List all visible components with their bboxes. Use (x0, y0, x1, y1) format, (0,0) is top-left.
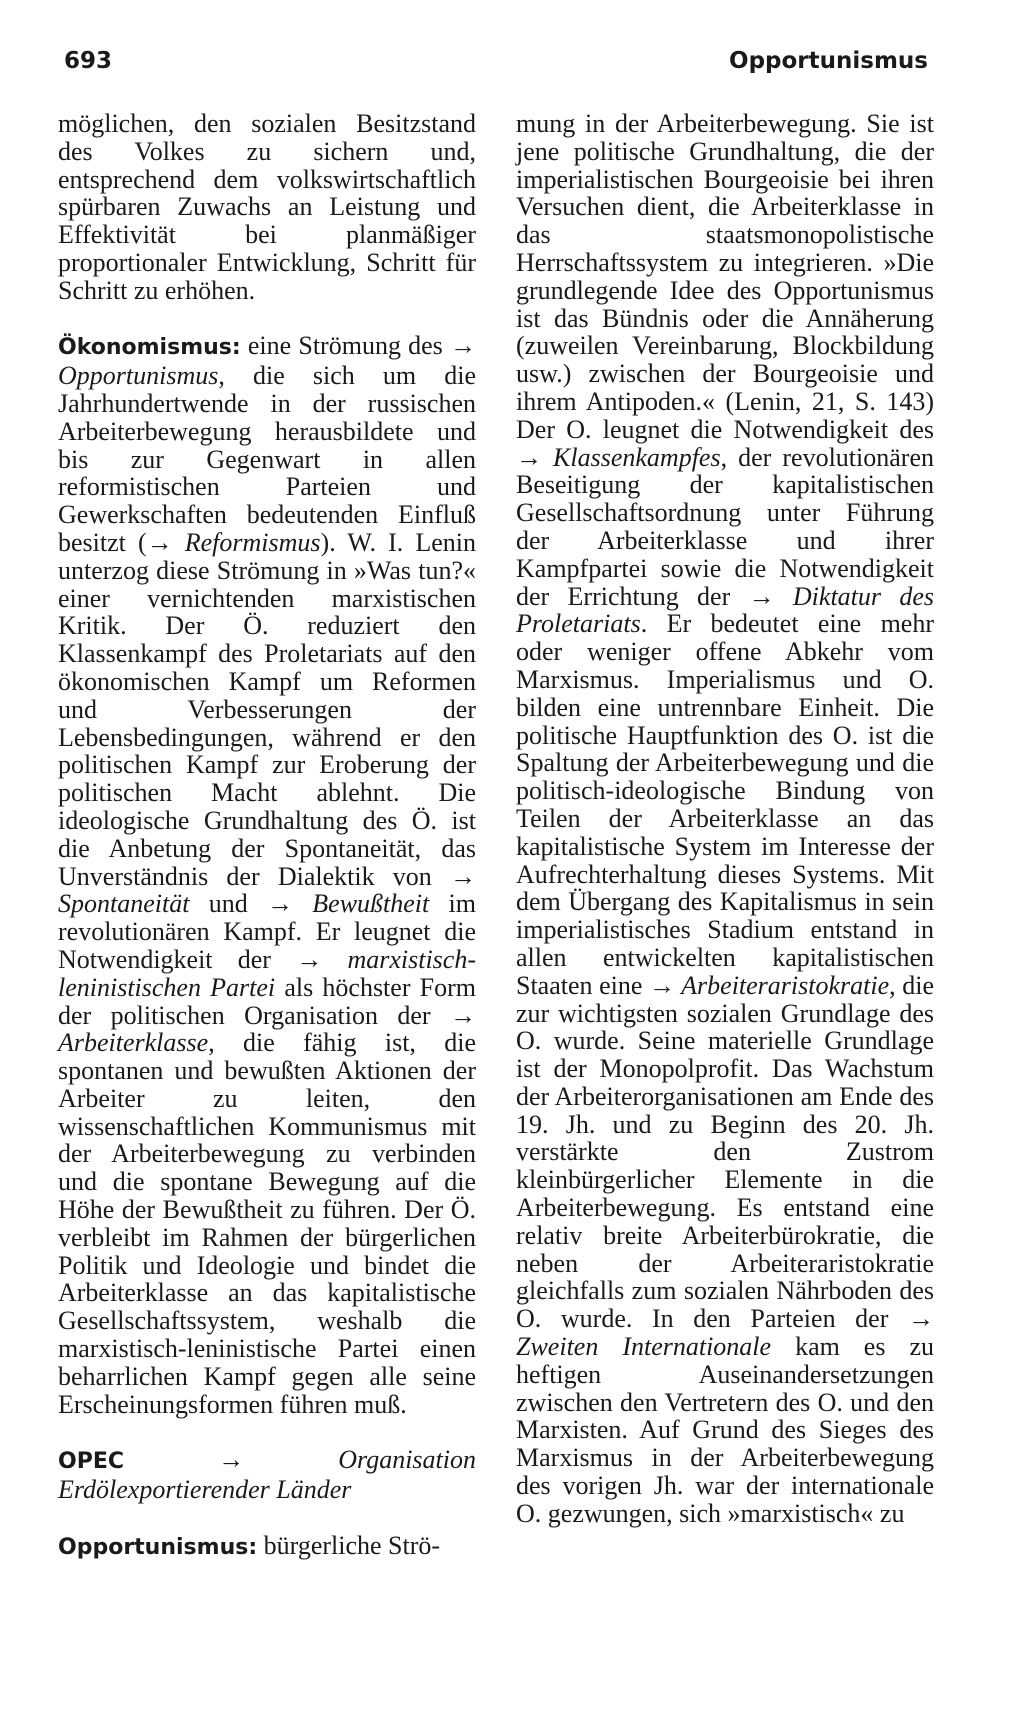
entry-text: , die zur wichtigsten sozialen Grundlage des O. wurde. Seine materielle Grundlage ist der Monopolprofit. Das Wachstum der Arbeiterorganisationen am Ende des 19. Jh. und zu Beginn des 20. Jh. verstärkte den Zustrom kleinbürgerlicher Elemente in die Arbeiterbewegung. Es entstand eine relativ breite Arbeiterbürokratie, die neben der Arbeiteraristokratie gleichfalls zum sozialen Nährboden des O. wurde. In den Parteien der (516, 970, 934, 1334)
entry-text: ). W. I. Lenin unterzog diese Strömung in »Was tun?« einer vernichtenden marxistischen Kritik. Der Ö. reduziert den Klassenkampf des Proletariats auf den ökonomischen Kampf um Reformen und Verbesserungen der Lebensbedingungen, während er den politischen Kampf zur Eroberung der politischen Macht ablehnt. Die ideologische Grundhaltung des Ö. ist die Anbetung der Spontaneität, das Unverständnis der Dialektik von (58, 527, 476, 891)
page-header (0, 48, 1024, 88)
entry-text: , die sich um die Jahrhundertwende in der russischen Arbeiterbewegung herausbildete und bis zur Gegenwart in allen reformistischen Parteien und Gewerkschaften bedeutenden Einfluß besitzt ( (58, 361, 476, 557)
cross-reference-organisation[interactable]: → Organisation Erdölexportierender Länder (58, 1445, 476, 1505)
entry-term: Ökonomismus: (58, 335, 241, 361)
entry-text: kam es zu heftigen Auseinandersetzungen zwischen den Vertretern des O. und den Marxisten. Auf Grund des Sieges des Marxismus in der Arbeiterbewegung des vorigen Jh. war der internationale O. gezwungen, sich »marxistisch« zu (516, 1332, 934, 1528)
page-number: 693 (64, 48, 113, 74)
entry-text: mung in der Arbeiterbewegung. Sie ist jene politische Grundhaltung, die der imperialistischen Bourgeoisie bei ihren Versuchen dient, die Arbeiterklasse in das staatsmonopolistische Herrschaftssystem zu integrieren. »Die grundlegende Idee des Opportunismus ist das Bündnis oder die Annäherung (zuweilen Vereinbarung, Blockbildung usw.) zwischen der Bourgeoisie und ihrem Antipoden.« (Lenin, 21, S. 143) Der O. leugnet die Notwendigkeit des (516, 109, 934, 444)
entry-opportunismus-continued (516, 110, 934, 1528)
left-column (58, 110, 476, 1561)
entry-term: Opportunismus: (58, 1534, 258, 1560)
entry-opec (58, 1446, 476, 1504)
entry-text: , der revolutionären Beseitigung der kapitalistischen Gesellschaftsordnung unter Führung der Arbeiterklasse und ihrer Kampfpartei sowie die Notwendigkeit der Errichtung der (516, 442, 934, 611)
cross-reference-diktatur[interactable]: → Diktatur des Proletariats (516, 581, 934, 639)
entry-text: . Er bedeutet eine mehr oder weniger offene Abkehr vom Marxismus. Imperialismus und O. bilden eine untrennbare Einheit. Die politische Hauptfunktion des O. ist die Spaltung der Arbeiterbewegung und die politisch-ideologische Bindung von Teilen der Arbeiterklasse an das kapitalistische System im Interesse der Aufrechterhaltung dieses Systems. Mit dem Übergang des Kapitalismus in sein imperialistisches Stadium entstand in allen entwickelten kapitalistischen Staaten eine (516, 609, 934, 1000)
cross-reference-opportunismus[interactable]: → Opportunismus (58, 331, 476, 391)
cross-reference-arbeiterklasse[interactable]: → Arbeiterklasse (58, 1000, 476, 1058)
cross-reference-spontaneitaet[interactable]: → Spontaneität (58, 861, 476, 919)
entry-opportunismus (58, 1532, 476, 1562)
entry-text: eine Strömung des (240, 331, 450, 361)
cross-reference-bewusstheit[interactable]: → Bewußtheit (267, 889, 430, 919)
entry-text: , die fähig ist, die spontanen und bewußten Aktionen der Arbeiter zu leiten, den wissenschaftlichen Kommunismus mit der Arbeiterbewegung zu verbinden und die spontane Bewegung auf die Höhe der Bewußtheit zu führen. Der Ö. verbleibt im Rahmen der bürgerlichen Politik und Ideologie und bindet die Arbeiterklasse an das kapitalistische Gesellschaftssystem, weshalb die marxistisch-leninistische Partei einen beharrlichen Kampf gegen alle seine Erscheinungsformen führen muß. (58, 1028, 476, 1419)
running-title: Opportunismus (729, 48, 928, 74)
entry-text: als höchster Form der politischen Organisation der (58, 972, 476, 1030)
cross-reference-reformismus[interactable]: → Reformismus (146, 527, 321, 557)
cross-reference-partei[interactable]: → marxistisch-leninistischen Partei (58, 944, 476, 1002)
entry-oekonomismus (58, 332, 476, 1418)
entry-continuation: möglichen, den sozialen Besitzstand des Volkes zu sichern und, entsprechend dem volkswirtschaftlich spürbaren Zuwachs an Leistung und Effektivität bei planmäßiger proportionaler Entwicklung, Schritt für Schritt zu erhöhen. (58, 109, 476, 305)
entry-text: und (189, 889, 267, 919)
cross-reference-zweite-internationale[interactable]: → Zweiten Internationale (516, 1304, 934, 1362)
entry-term: OPEC (58, 1449, 124, 1475)
entry-text: im revolutionären Kampf. Er leugnet die Notwendigkeit der (58, 889, 476, 974)
cross-reference-arbeiteraristokratie[interactable]: → Arbeiteraristokratie (649, 970, 890, 1000)
right-column (516, 110, 934, 1528)
cross-reference-klassenkampf[interactable]: → Klassenkampfes (516, 442, 721, 472)
entry-text: bürgerliche Strö- (257, 1530, 441, 1560)
